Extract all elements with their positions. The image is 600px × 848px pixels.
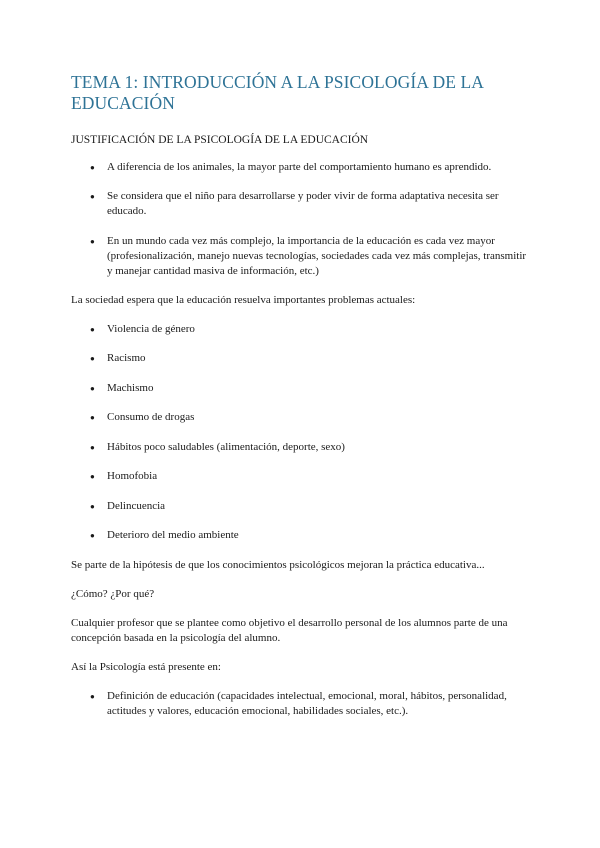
problems-intro: La sociedad espera que la educación resuelva importantes problemas actuales: bbox=[71, 294, 416, 306]
list-item-text: Delincuencia bbox=[107, 500, 166, 512]
list-item bbox=[90, 381, 530, 396]
bullet-icon: ● bbox=[90, 502, 95, 511]
list-item bbox=[90, 234, 530, 279]
list-item bbox=[90, 189, 530, 219]
bullet-icon: ● bbox=[90, 384, 95, 393]
list-item bbox=[90, 160, 530, 175]
list-item bbox=[90, 322, 530, 337]
bullet-icon: ● bbox=[90, 692, 95, 701]
list-item-text: Consumo de drogas bbox=[107, 411, 195, 423]
professor-paragraph: Cualquier profesor que se plantee como objetivo el desarrollo personal de los alumnos parte de una concepción basada en la psicología del alumno. bbox=[71, 617, 508, 644]
bullet-icon: ● bbox=[90, 325, 95, 334]
list-item-text: En un mundo cada vez más complejo, la importancia de la educación es cada vez mayor (profesionalización, manejo nuevas tecnologías, sociedades cada vez más complejas, transmitir y manejar cantidad masiva de información, etc.) bbox=[107, 235, 527, 277]
list-item bbox=[90, 440, 530, 455]
hypothesis-text: Se parte de la hipótesis de que los conocimientos psicológicos mejoran la práctica educativa... bbox=[71, 559, 485, 571]
list-item-text: Hábitos poco saludables (alimentación, deporte, sexo) bbox=[107, 441, 345, 453]
bullet-icon: ● bbox=[90, 163, 95, 172]
list-item bbox=[90, 499, 530, 514]
list-item-text: Deterioro del medio ambiente bbox=[107, 529, 239, 541]
bullet-icon: ● bbox=[90, 531, 95, 540]
list-item bbox=[90, 351, 530, 366]
list-item bbox=[90, 689, 530, 719]
list-item-text: A diferencia de los animales, la mayor parte del comportamiento humano es aprendido. bbox=[107, 161, 492, 173]
question-text: ¿Cómo? ¿Por qué? bbox=[71, 588, 155, 600]
list-item bbox=[90, 528, 530, 543]
list-item bbox=[90, 469, 530, 484]
list-item-text: Violencia de género bbox=[107, 323, 195, 335]
bullet-icon: ● bbox=[90, 237, 95, 246]
list-item-text: Homofobia bbox=[107, 470, 158, 482]
bullet-icon: ● bbox=[90, 472, 95, 481]
bullet-icon: ● bbox=[90, 443, 95, 452]
list-item-text: Racismo bbox=[107, 352, 146, 364]
list-item-text: Se considera que el niño para desarrollarse y poder vivir de forma adaptativa necesita ser educado. bbox=[107, 190, 499, 217]
list-item-text: Definición de educación (capacidades intelectual, emocional, moral, hábitos, personalidad, actitudes y valores, educación emocional, habilidades sociales, etc.). bbox=[107, 690, 507, 717]
bullet-icon: ● bbox=[90, 192, 95, 201]
document-title: TEMA 1: INTRODUCCIÓN A LA PSICOLOGÍA DE LA EDUCACIÓN bbox=[71, 72, 484, 113]
list-item-text: Machismo bbox=[107, 382, 154, 394]
bullet-icon: ● bbox=[90, 354, 95, 363]
list-item bbox=[90, 410, 530, 425]
bullet-icon: ● bbox=[90, 413, 95, 422]
presence-intro: Así la Psicología está presente en: bbox=[71, 661, 221, 673]
section-heading: JUSTIFICACIÓN DE LA PSICOLOGÍA DE LA EDUCACIÓN bbox=[71, 134, 369, 146]
